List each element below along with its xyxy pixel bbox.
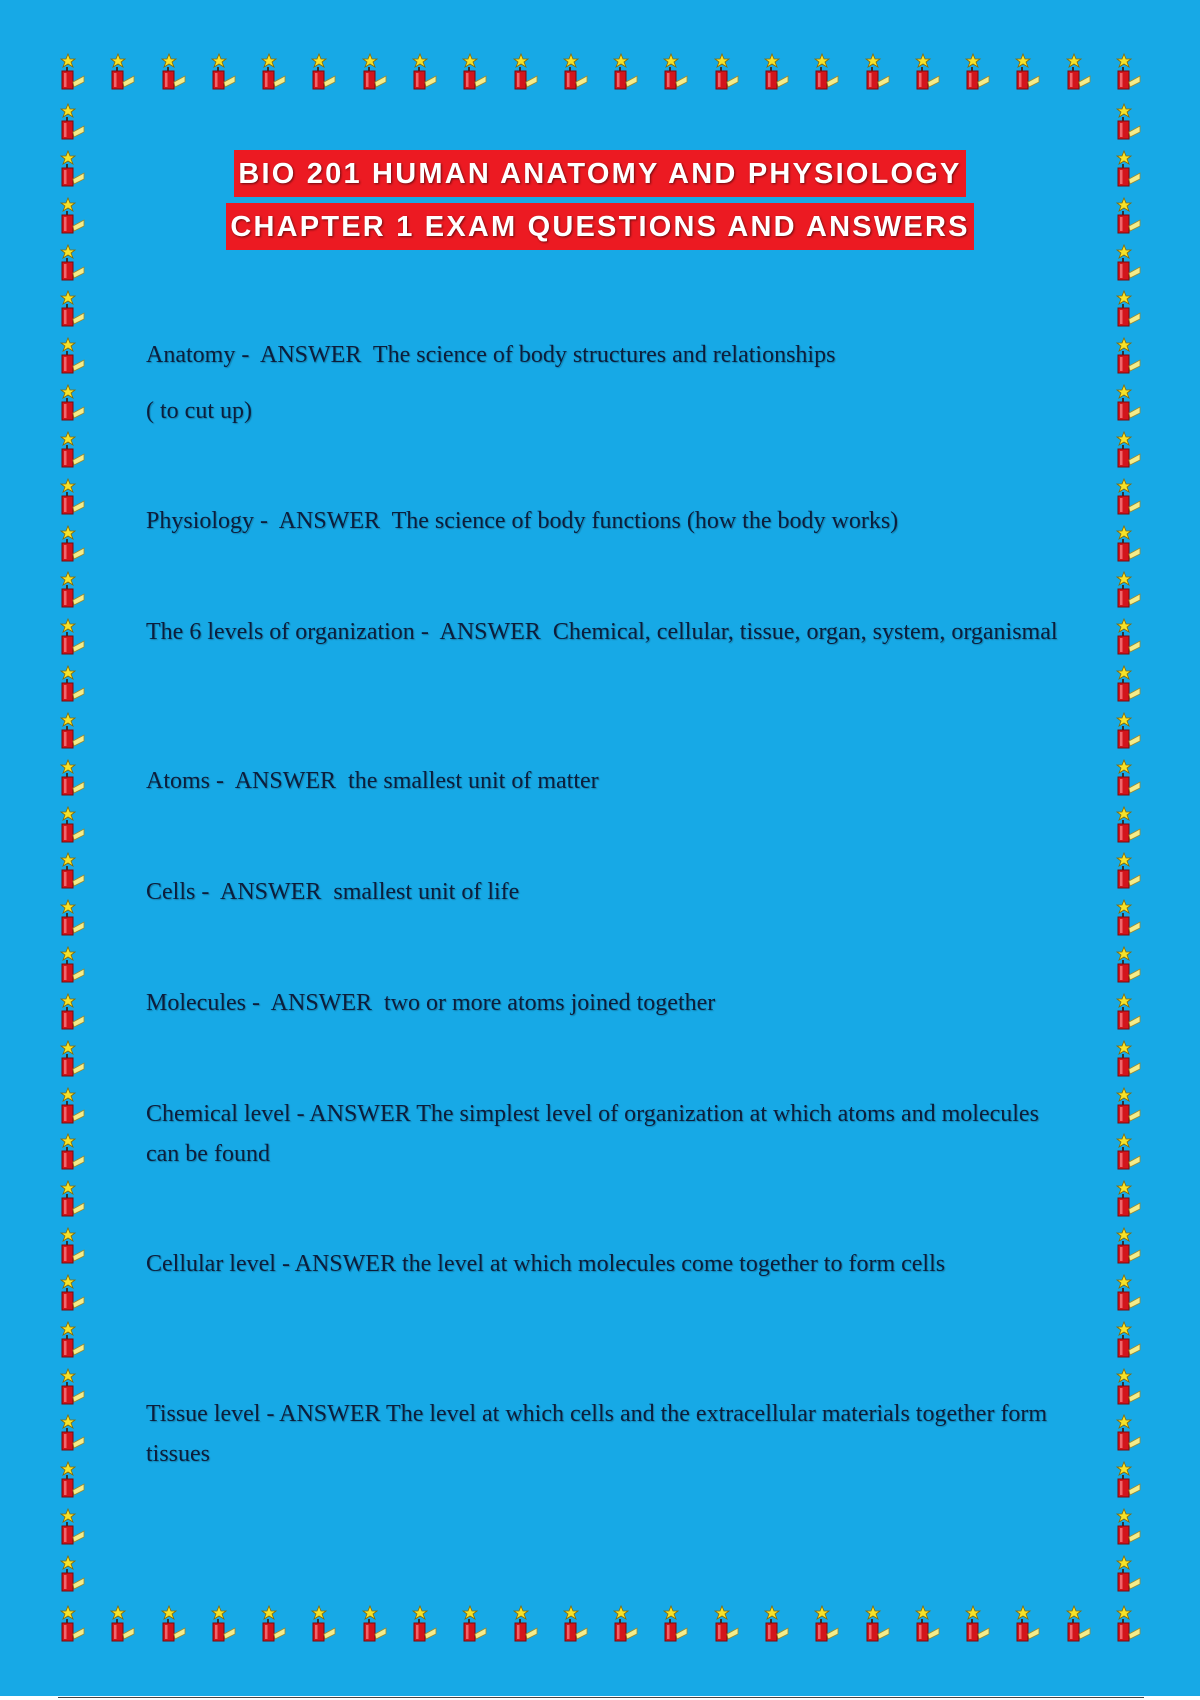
candle-icon [1116,805,1142,845]
candle-icon [60,1086,86,1126]
candle-icon [1116,1226,1142,1266]
qa-answer: the level at which molecules come together to form cells [395,1251,946,1277]
candle-icon [60,898,86,938]
candle-icon [60,1320,86,1360]
qa-term: Anatomy [146,342,236,368]
qa-answer: The science of body structures and relationships [361,342,836,368]
candle-icon [261,52,287,92]
candle-icon [1116,1132,1142,1172]
candle-icon [110,52,136,92]
qa-item-cells [146,872,1066,912]
qa-answer-label: ANSWER [270,990,372,1016]
candle-icon [60,1604,86,1644]
title-line-1: BIO 201 HUMAN ANATOMY AND PHYSIOLOGY [234,150,965,197]
candle-icon [613,52,639,92]
qa-item-tissue-level [146,1394,1066,1474]
candle-icon [965,1604,991,1644]
candle-icon [60,664,86,704]
candle-icon [60,758,86,798]
candle-icon [1116,851,1142,891]
qa-term: Molecules [146,990,246,1016]
candle-icon [161,1604,187,1644]
candle-icon [1015,1604,1041,1644]
candle-icon [60,617,86,657]
candle-icon [1116,477,1142,517]
qa-separator: - [235,342,260,368]
candle-icon [1116,1320,1142,1360]
qa-answer: two or more atoms joined together [372,990,716,1016]
qa-item-chemical-level [146,1094,1066,1174]
candle-icon [663,52,689,92]
qa-term: Tissue level [146,1401,261,1427]
qa-answer: The level at which cells and the extracellular materials together form tissues [146,1401,1054,1467]
candle-icon [1116,1460,1142,1500]
qa-answer-label: ANSWER [279,1401,381,1427]
candle-icon [60,711,86,751]
qa-note: ( to cut up) [146,398,252,424]
qa-answer: The simplest level of organization at which atoms and molecules can be found [146,1101,1045,1167]
candle-icon [462,1604,488,1644]
candle-icon [60,102,86,142]
qa-separator: - [275,1251,295,1277]
candle-icon [1015,52,1041,92]
candle-icon [1116,1367,1142,1407]
candle-icon [60,1460,86,1500]
qa-answer-label: ANSWER [220,879,322,905]
page-bottom-rule [58,1697,1144,1698]
candle-icon [60,1226,86,1266]
candle-icon [1066,1604,1092,1644]
candle-icon [60,1413,86,1453]
title-block [0,150,1200,256]
candle-icon [1116,102,1142,142]
candle-icon [412,52,438,92]
candle-icon [1116,1086,1142,1126]
candle-icon [1116,52,1142,92]
candle-icon [412,1604,438,1644]
candle-icon [865,1604,891,1644]
candle-icon [60,1273,86,1313]
candle-icon [211,52,237,92]
candle-icon [513,52,539,92]
candle-icon [60,52,86,92]
qa-answer-label: ANSWER [234,768,337,794]
qa-answer-label: ANSWER [278,508,381,534]
qa-item-molecules [146,983,1066,1023]
candle-icon [60,1179,86,1219]
qa-answer: the smallest unit of matter [336,768,599,794]
candle-icon [261,1604,287,1644]
candle-icon [60,289,86,329]
qa-term: Physiology [146,508,255,534]
candle-icon [60,945,86,985]
qa-separator: - [210,768,235,794]
candle-icon [60,805,86,845]
candle-icon [1116,1179,1142,1219]
candle-icon [1116,1273,1142,1313]
candle-icon [1116,1604,1142,1644]
candle-icon [60,383,86,423]
candle-icon [1116,289,1142,329]
candle-icon [1116,1554,1142,1594]
qa-separator: - [245,990,271,1016]
candle-icon [965,52,991,92]
candle-icon [1066,52,1092,92]
candle-icon [915,52,941,92]
candle-icon [1116,617,1142,657]
candle-icon [60,430,86,470]
candle-icon [1116,664,1142,704]
candle-icon [60,477,86,517]
qa-item-levels [146,612,1066,652]
candle-icon [714,52,740,92]
candle-icon [563,52,589,92]
candle-icon [211,1604,237,1644]
qa-item-anatomy [146,335,1066,431]
candle-icon [311,52,337,92]
candle-icon [362,1604,388,1644]
qa-answer: The science of body functions (how the body works) [380,508,899,534]
qa-separator: - [414,619,440,645]
qa-term: Atoms [146,768,211,794]
candle-icon [1116,945,1142,985]
candle-icon [814,52,840,92]
candle-icon [663,1604,689,1644]
candle-icon [1116,570,1142,610]
candle-icon [764,1604,790,1644]
qa-separator: - [290,1101,310,1127]
qa-answer-label: ANSWER [294,1251,396,1277]
candle-icon [60,992,86,1032]
candle-icon [60,336,86,376]
candle-icon [60,851,86,891]
candle-icon [60,1132,86,1172]
candle-icon [60,1507,86,1547]
qa-separator: - [254,508,279,534]
qa-separator: - [260,1401,280,1427]
candle-icon [1116,524,1142,564]
candle-icon [1116,992,1142,1032]
qa-item-cellular-level [146,1244,1066,1284]
candle-icon [613,1604,639,1644]
candle-icon [60,1367,86,1407]
candle-icon [311,1604,337,1644]
candle-icon [1116,711,1142,751]
candle-icon [814,1604,840,1644]
candle-icon [362,52,388,92]
candle-icon [60,1554,86,1594]
candle-icon [60,1039,86,1079]
candle-icon [1116,336,1142,376]
candle-icon [110,1604,136,1644]
candle-icon [915,1604,941,1644]
candle-icon [1116,1039,1142,1079]
qa-term: Cells [146,879,196,905]
candle-icon [462,52,488,92]
candle-icon [1116,430,1142,470]
candle-icon [1116,758,1142,798]
candle-icon [1116,1507,1142,1547]
qa-term: The 6 levels of organization [146,619,415,645]
candle-icon [865,52,891,92]
candle-icon [60,524,86,564]
candle-icon [714,1604,740,1644]
candle-icon [563,1604,589,1644]
candle-icon [1116,898,1142,938]
candle-icon [513,1604,539,1644]
title-line-2: CHAPTER 1 EXAM QUESTIONS AND ANSWERS [226,203,973,250]
qa-item-physiology [146,501,1066,541]
qa-term: Chemical level [146,1101,291,1127]
candle-icon [764,52,790,92]
qa-answer-label: ANSWER [439,619,541,645]
qa-answer-label: ANSWER [309,1101,411,1127]
qa-answer-label: ANSWER [260,342,362,368]
candle-icon [1116,1413,1142,1453]
qa-term: Cellular level [146,1251,276,1277]
candle-icon [60,570,86,610]
qa-separator: - [195,879,221,905]
candle-icon [1116,383,1142,423]
candle-icon [161,52,187,92]
qa-answer: smallest unit of life [321,879,520,905]
qa-answer: Chemical, cellular, tissue, organ, system, organismal [540,619,1058,645]
qa-item-atoms [146,761,1066,801]
